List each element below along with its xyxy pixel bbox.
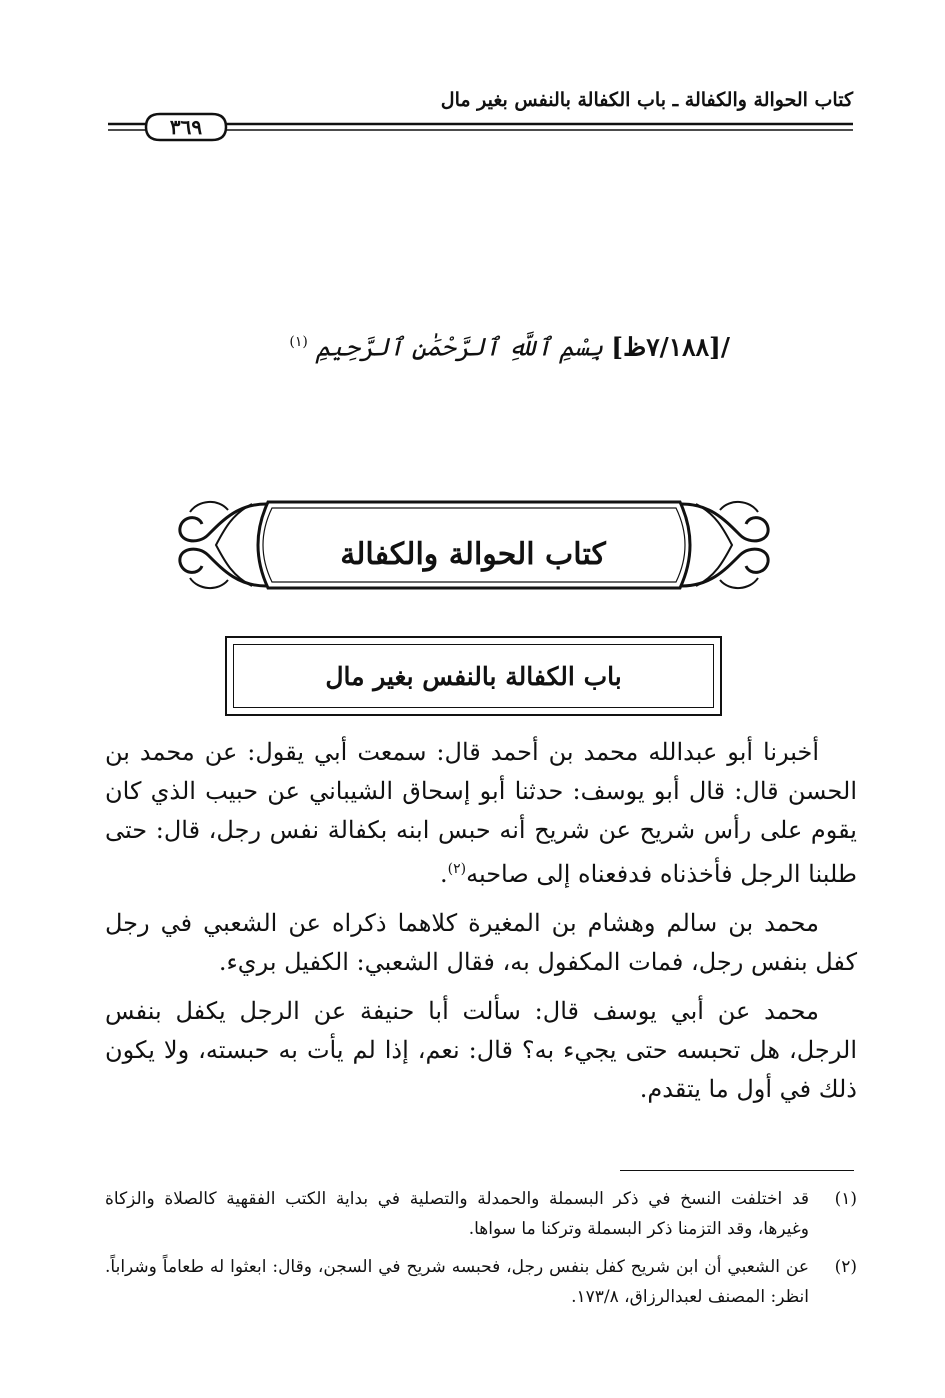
chapter-title: باب الكفالة بالنفس بغير مال xyxy=(325,662,622,691)
footnote xyxy=(105,1184,857,1244)
paragraph: محمد بن سالم وهشام بن المغيرة كلاهما ذكراه عن الشعبي في رجل كفل بنفس رجل، فمات المكفول به، فقال الشعبي: الكفيل بريء. xyxy=(105,909,857,976)
page-number: ٣٦٩ xyxy=(169,115,203,139)
basmala-text: بِسْمِ ٱللَّهِ ٱلرَّحْمَٰنِ ٱلرَّحِيمِ xyxy=(315,332,604,362)
footnote-mark-2: (٢) xyxy=(447,861,467,877)
manuscript-reference: /[٧/١٨٨ظ] xyxy=(611,332,730,362)
footnote xyxy=(105,1252,857,1312)
chapter-box xyxy=(225,636,722,716)
footnote-mark-1: (١) xyxy=(289,334,308,350)
footnote-number: (١) xyxy=(834,1189,857,1209)
paragraph: أخبرنا أبو عبدالله محمد بن أحمد قال: سمعت أبي يقول: عن محمد بن الحسن قال: قال أبو يوسف: حدثنا أبو إسحاق الشيباني عن حبيب الذي كان يقوم على رأس شريح عن شريح أنه حبس ابنه بكفالة نفس رجل، قال: حتى طلبنا الرجل فأخذناه فدفعناه إلى صاحبه$^{(٢)}$. xyxy=(105,738,857,888)
footnote-separator xyxy=(620,1170,854,1171)
book-title: كتاب الحوالة والكفالة xyxy=(340,537,606,572)
footnote-number: (٢) xyxy=(834,1257,857,1277)
running-header: كتاب الحوالة والكفالة ـ باب الكفالة بالنفس بغير مال xyxy=(440,89,853,111)
paragraph: محمد عن أبي يوسف قال: سألت أبا حنيفة عن الرجل يكفل بنفس الرجل، هل تحبسه حتى يجيء به؟ قال: نعم، إذا لم يأت به حبسته، ولا يكون ذلك في أول ما يتقدم. xyxy=(105,997,857,1103)
footnote-text: عن الشعبي أن ابن شريح كفل بنفس رجل، فحبسه شريح في السجن، وقال: ابعثوا له طعاماً وشراباً. انظر: المصنف لعبدالرزاق، ١٧٣/٨. xyxy=(105,1257,809,1307)
footnotes xyxy=(105,1184,857,1320)
basmala-line xyxy=(160,322,730,367)
body-text xyxy=(105,733,857,1119)
footnote-text: قد اختلفت النسخ في ذكر البسملة والحمدلة والتصلية في بداية الكتب الفقهية كالصلاة والزكاة وغيرها، وقد التزمنا ذكر البسملة وتركنا ما سواها. xyxy=(105,1189,809,1239)
